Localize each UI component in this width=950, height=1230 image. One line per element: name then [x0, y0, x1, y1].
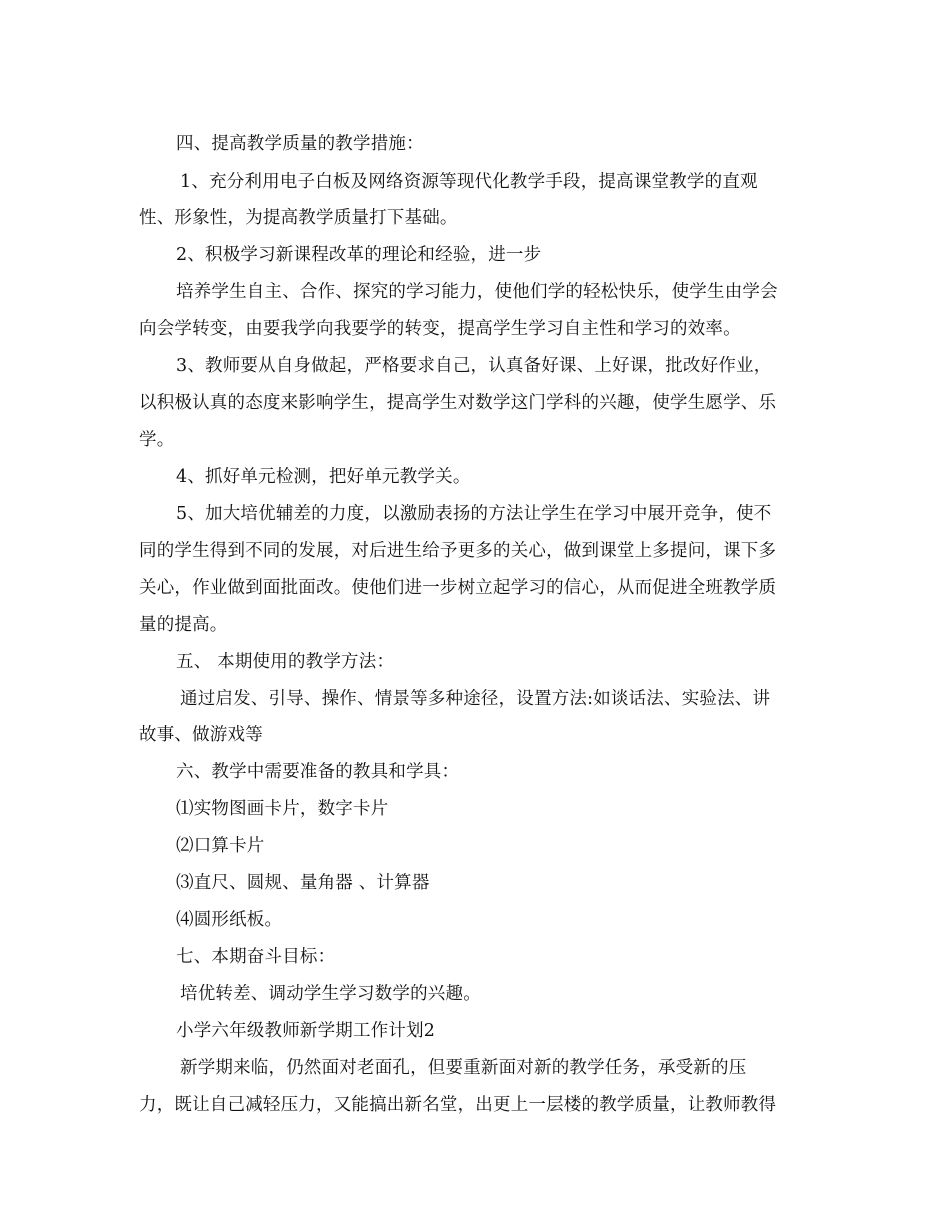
- paragraph-line: 力，既让自己减轻压力，又能搞出新名堂，出更上一层楼的教学质量，让教师教得: [139, 1095, 777, 1115]
- paragraph-line: 关心，作业做到面批面改。使他们进一步树立起学习的信心，从而促进全班教学质: [139, 578, 777, 598]
- paragraph-line: 培优转差、调动学生学习数学的兴趣。: [180, 984, 481, 1004]
- list-item: ⑶直尺、圆规、量角器 、计算器: [176, 873, 430, 893]
- paragraph-line: 性、形象性，为提高教学质量打下基础。: [139, 208, 458, 228]
- paragraph-line: 故事、做游戏等: [139, 725, 263, 745]
- paragraph-line: 4、抓好单元检测，把好单元教学关。: [176, 467, 471, 487]
- document-subtitle: 小学六年级教师新学期工作计划2: [176, 1021, 436, 1041]
- paragraph-line: 1、充分利用电子白板及网络资源等现代化教学手段，提高课堂教学的直观: [180, 172, 758, 192]
- paragraph-line: 向会学转变，由要我学向我要学的转变，提高学生学习自主性和学习的效率。: [139, 319, 741, 339]
- paragraph-line: 2、积极学习新课程改革的理论和经验，进一步: [176, 245, 542, 265]
- section-heading-5: 五、 本期使用的教学方法：: [176, 652, 395, 672]
- list-item: ⑴实物图画卡片，数字卡片: [176, 799, 389, 819]
- paragraph-line: 3、教师要从自身做起，严格要求自己，认真备好课、上好课，批改好作业，: [176, 356, 772, 376]
- paragraph-line: 同的学生得到不同的发展，对后进生给予更多的关心，做到课堂上多提问，课下多: [139, 541, 777, 561]
- list-item: ⑵口算卡片: [176, 836, 265, 856]
- paragraph-line: 通过启发、引导、操作、情景等多种途径，设置方法:如谈话法、实验法、讲: [180, 689, 771, 709]
- section-heading-4: 四、提高教学质量的教学措施：: [176, 134, 424, 154]
- section-heading-6: 六、教学中需要准备的教具和学具：: [176, 762, 460, 782]
- paragraph-line: 5、加大培优辅差的力度，以激励表扬的方法让学生在学习中展开竞争，使不: [176, 504, 772, 524]
- paragraph-line: 量的提高。: [139, 615, 228, 635]
- section-heading-7: 七、本期奋斗目标：: [176, 947, 336, 967]
- list-item: ⑷圆形纸板。: [176, 910, 283, 930]
- paragraph-line: 培养学生自主、合作、探究的学习能力，使他们学的轻松快乐，使学生由学会: [176, 282, 778, 302]
- paragraph-line: 以积极认真的态度来影响学生，提高学生对数学这门学科的兴趣，使学生愿学、乐: [139, 393, 777, 413]
- paragraph-line: 学。: [139, 430, 175, 450]
- paragraph-line: 新学期来临，仍然面对老面孔，但要重新面对新的教学任务，承受新的压: [180, 1058, 747, 1078]
